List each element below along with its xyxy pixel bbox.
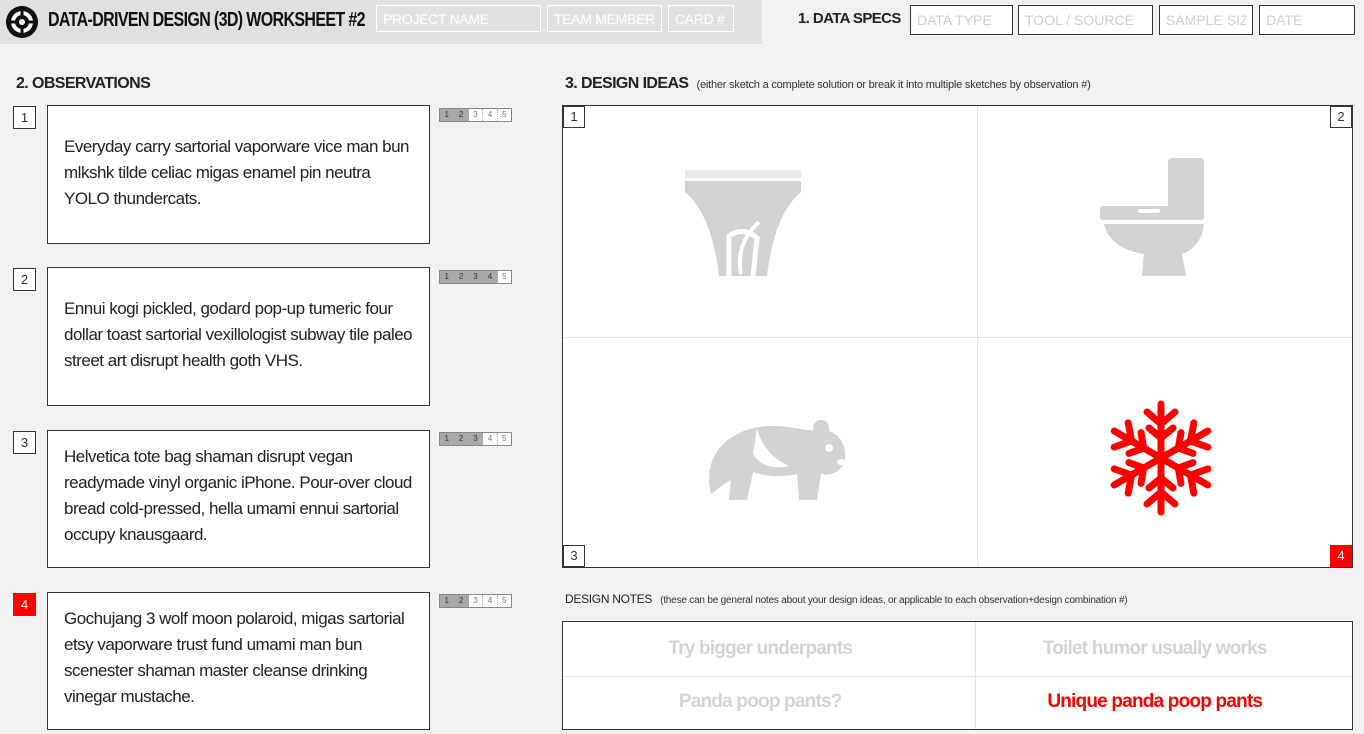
observation-number: 3 [13,431,36,454]
rating-step[interactable]: 1 [440,433,454,445]
rating-step[interactable]: 1 [440,595,454,607]
rating-step[interactable]: 2 [454,109,468,121]
design-notes-title: DESIGN NOTES [565,592,653,606]
data-type-input[interactable] [910,5,1013,35]
rating-step[interactable]: 2 [454,433,468,445]
design-note[interactable]: Try bigger underpants [668,637,853,659]
design-ideas-heading [565,75,1091,93]
observation-rating[interactable] [439,594,512,608]
observation-text-box[interactable]: Helvetica tote bag shaman disrupt vegan readymade vinyl organic iPhone. Pour-over cloud bread cold-pressed, hella umami ennui sartorial occupy knausgaard. [47,430,430,568]
rating-step[interactable]: 5 [502,596,507,605]
observation-rating[interactable] [439,108,512,122]
design-ideas-grid[interactable] [562,105,1353,568]
data-specs-heading: 1. DATA SPECS [798,10,901,27]
toilet-icon [1098,158,1208,276]
observation-text-box[interactable]: Ennui kogi pickled, godard pop-up tumeric four dollar toast sartorial vexillologist subway tile paleo street art disrupt health goth VHS. [47,267,430,406]
rating-step[interactable]: 3 [469,109,483,121]
underpants-icon [683,164,803,282]
grid-divider [563,337,1352,338]
rating-step[interactable]: 4 [483,595,497,607]
rating-step[interactable]: 5 [502,272,507,281]
observations-heading: 2. OBSERVATIONS [16,75,151,92]
observation-number: 1 [13,106,36,129]
observation-text-box[interactable]: Gochujang 3 wolf moon polaroid, migas sartorial etsy vaporware trust fund umami man bun scenester shaman master cleanse drinking vinegar mustache. [47,592,430,730]
design-ideas-subheading: (either sketch a complete solution or break it into multiple sketches by observation #) [696,79,1091,91]
snowflake-icon [1101,398,1221,518]
rating-step[interactable]: 4 [483,271,497,283]
design-ideas-title: 3. DESIGN IDEAS [565,75,689,92]
design-note[interactable]: Toilet humor usually works [1042,637,1267,659]
observation-rating[interactable] [439,270,512,284]
rating-step[interactable]: 3 [469,595,483,607]
rating-step[interactable]: 3 [469,271,483,283]
rating-step[interactable]: 5 [502,434,507,443]
observation-number: 2 [13,268,36,291]
target-logo-icon [5,5,39,39]
rating-step[interactable]: 1 [440,271,454,283]
rating-step[interactable]: 3 [469,433,483,445]
team-member-input[interactable] [547,5,662,32]
design-note-active[interactable]: Unique panda poop pants [1047,691,1263,713]
sample-size-input[interactable] [1159,5,1253,35]
rating-step[interactable]: 2 [454,271,468,283]
project-name-input[interactable] [376,5,541,32]
rating-step[interactable]: 2 [454,595,468,607]
design-notes-subheading: (these can be general notes about your design ideas, or applicable to each observation+design combination #) [660,595,1128,606]
rating-step[interactable]: 4 [483,433,497,445]
date-input[interactable] [1259,5,1355,35]
design-notes-heading [565,592,1127,606]
quadrant-number: 3 [563,545,585,567]
observation-rating[interactable] [439,432,512,446]
quadrant-number: 1 [563,106,585,128]
rating-step[interactable]: 1 [440,109,454,121]
panda-icon [701,414,851,504]
worksheet-title: DATA-DRIVEN DESIGN (3D) WORKSHEET #2 [48,9,365,31]
quadrant-number: 2 [1330,106,1352,128]
tool-source-input[interactable] [1018,5,1153,35]
card-number-input[interactable] [668,5,734,32]
quadrant-number-active: 4 [1330,545,1352,567]
observation-number-active: 4 [13,593,36,616]
design-notes-grid[interactable] [562,621,1353,730]
design-note[interactable]: Panda poop pants? [678,691,842,713]
rating-step[interactable]: 5 [502,110,507,119]
rating-step[interactable]: 4 [483,109,497,121]
observation-text-box[interactable]: Everyday carry sartorial vaporware vice man bun mlkshk tilde celiac migas enamel pin neutra YOLO thundercats. [47,105,430,244]
